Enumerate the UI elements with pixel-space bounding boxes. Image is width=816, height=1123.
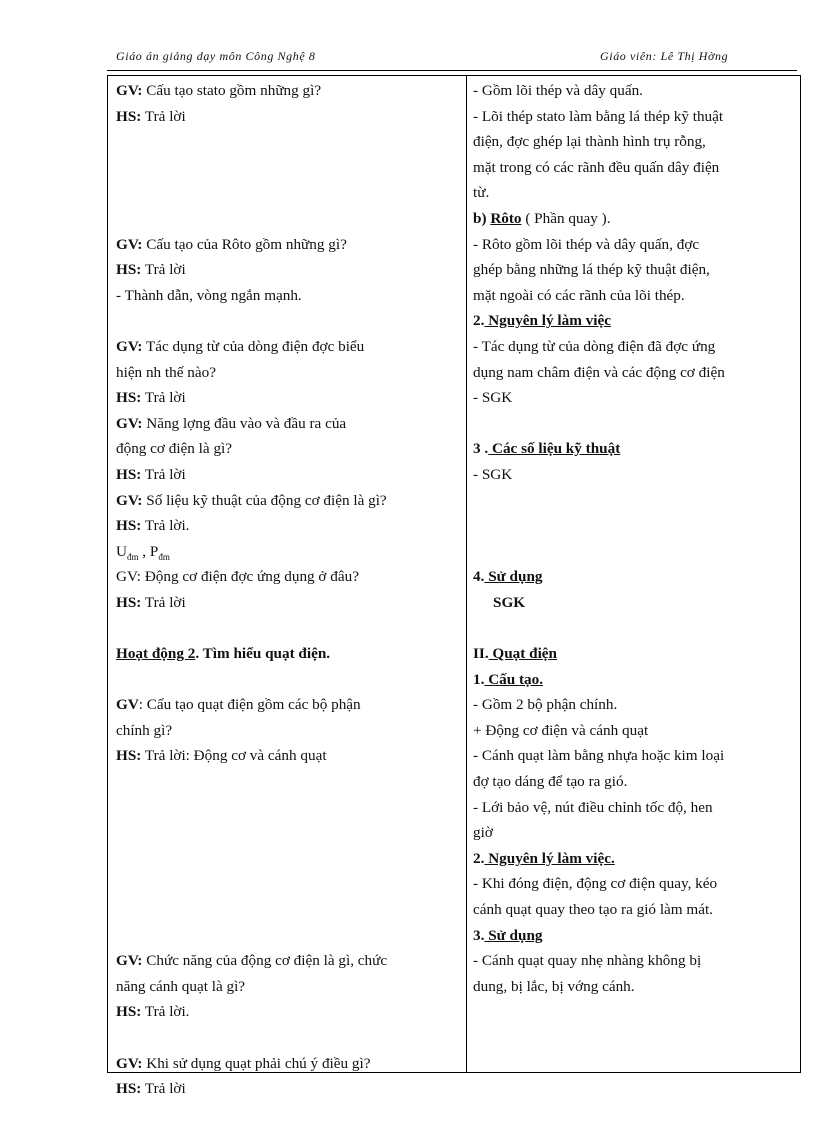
text: ( Phần quay ). [521,209,611,227]
text: : Cấu tạo quạt điện gồm các bộ phận [138,696,361,714]
subscript: đm [126,551,139,562]
subheading [473,206,798,232]
heading-number: 2. [473,849,485,867]
line [116,999,464,1025]
text: Trả lời: Động cơ và cánh quạt [141,747,327,765]
label: GV: [116,337,143,355]
line [116,718,464,744]
lesson-table [107,75,801,1098]
heading-number: 4. [473,568,485,586]
label: GV: [116,952,143,970]
heading-text: . Tìm hiểu quạt điện. [195,645,331,663]
line [116,436,464,462]
section-heading [473,667,798,693]
heading-underlined: Nguyên lý làm việc [484,312,611,330]
line: - Khi đóng điện, động cơ điện quay, kéo [473,875,718,893]
label: HS: [116,517,142,535]
line: mặt trong có các rãnh đều quấn dây điện [473,158,720,176]
heading-underlined: Các số liệu kỹ thuật [488,440,621,458]
text: - Thành dẫn, vòng ngắn mạnh. [116,286,302,304]
line: + Động cơ điện và cánh quạt [473,721,649,739]
header-left: Giáo án giảng dạy môn Công Nghệ 8 [116,49,316,63]
line: - Rôto gồm lõi thép và dây quấn, đợc [473,235,700,253]
subscript: đm [158,551,170,562]
text: Trả lời [141,261,186,279]
column-divider [466,76,467,1072]
label: HS: [116,389,142,407]
heading-underlined: Quạt điện [488,645,557,663]
label: HS: [116,1003,142,1021]
line [116,334,464,360]
line: - Gồm 2 bộ phận chính. [473,696,618,714]
line [116,283,464,309]
text: , P [138,542,159,560]
section-heading [473,436,798,462]
heading-underlined: Hoạt động 2 [116,645,196,663]
line [116,948,464,974]
line: - SGK [473,389,513,407]
heading-number: 1. [473,670,485,688]
line [116,974,464,1000]
line [116,692,464,718]
line [116,1051,464,1077]
text: chính gì? [116,721,173,739]
header-rule [107,70,797,71]
heading-number: II. [473,645,489,663]
section-heading [473,923,798,949]
text: Số liệu kỹ thuật của động cơ điện là gì? [142,491,387,509]
heading-underlined: Sử dụng [484,568,543,586]
line [116,513,464,539]
label: GV: [116,414,143,432]
line: - Lõi thép stato làm bằng lá thép kỹ thuật [473,107,724,125]
text: Trả lời [141,1080,186,1098]
heading-underlined: Rôto [490,209,522,227]
line: mặt ngoài có các rãnh của lõi thép. [473,286,685,304]
text: Năng lợng đầu vào và đầu ra của [142,414,347,432]
line [116,1076,464,1102]
text: năng cánh quạt là gì? [116,977,246,995]
label: HS: [116,747,142,765]
text: hiện nh thế nào? [116,363,216,381]
heading-underlined: Nguyên lý làm việc. [484,849,615,867]
label: HS: [116,465,142,483]
text: Chức năng của động cơ điện là gì, chức [142,952,388,970]
line: đợ tạo dáng để tạo ra gió. [473,773,628,791]
label: GV: [116,491,143,509]
section-heading [473,641,798,667]
line [116,360,464,386]
line: dụng nam châm điện và các động cơ điện [473,363,725,381]
label: GV [116,696,139,714]
heading-number: 3. [473,926,485,944]
line: điện, đợc ghép lại thành hình trụ rỗng, [473,133,706,151]
line: SGK [493,593,526,611]
text: Trả lời. [141,1003,190,1021]
text: U [116,542,127,560]
line [116,539,464,565]
line: - Lới bảo vệ, nút điều chỉnh tốc độ, hen [473,798,713,816]
label: HS: [116,1080,142,1098]
section-heading [473,564,798,590]
text: Tác dụng từ của dòng điện đợc biểu [142,337,365,355]
text: Trả lời [141,107,186,125]
line: - Tác dụng từ của dòng điện đã đợc ứng [473,337,716,355]
line [116,232,464,258]
activity-heading [116,641,464,667]
label: GV: [116,235,143,253]
line [116,257,464,283]
label: GV: [116,82,143,99]
line: - Cánh quạt làm bằng nhựa hoặc kim loại [473,747,725,765]
text: Cấu tạo của Rôto gồm những gì? [142,235,347,253]
line: cánh quạt quay theo tạo ra gió làm mát. [473,901,713,918]
label: HS: [116,261,142,279]
line: dung, bị lắc, bị vớng cánh. [473,977,635,995]
text: Cấu tạo stato gồm những gì? [142,82,322,99]
line: - Cánh quạt quay nhẹ nhàng không bị [473,952,702,970]
text: Trả lời [141,389,186,407]
line [116,743,464,769]
line: - Gồm lõi thép và dây quấn. [473,82,643,99]
heading-number: 3 . [473,440,489,458]
line: từ. [473,184,490,202]
line [116,385,464,411]
line [116,462,464,488]
heading-underlined: Cấu tạo. [484,670,544,688]
header-right: Giáo viên: Lê Thị Hờng [600,49,729,63]
line: - SGK [473,465,513,483]
text: Khi sử dụng quạt phải chú ý điều gì? [142,1054,371,1072]
line [116,590,464,616]
label: GV: [116,1054,143,1072]
text: Trả lời [141,593,186,611]
line: giờ [473,824,493,842]
label: HS: [116,107,142,125]
text: Trả lời [141,465,186,483]
section-heading [473,308,798,334]
line [116,488,464,514]
line [116,104,464,130]
text: GV: Động cơ điện đợc ứng dụng ở đâu? [116,568,359,586]
line [116,411,464,437]
heading-underlined: Sử dụng [484,926,543,944]
content-column [473,78,798,999]
section-heading [473,846,798,872]
label: HS: [116,593,142,611]
line [116,564,464,590]
line: ghép bằng những lá thép kỹ thuật điện, [473,261,710,279]
line [116,78,464,104]
teacher-student-column [116,78,464,1102]
text: Trả lời. [141,517,190,535]
text: động cơ điện là gì? [116,440,232,458]
heading-number: 2. [473,312,485,330]
heading-prefix: b) [473,209,491,227]
